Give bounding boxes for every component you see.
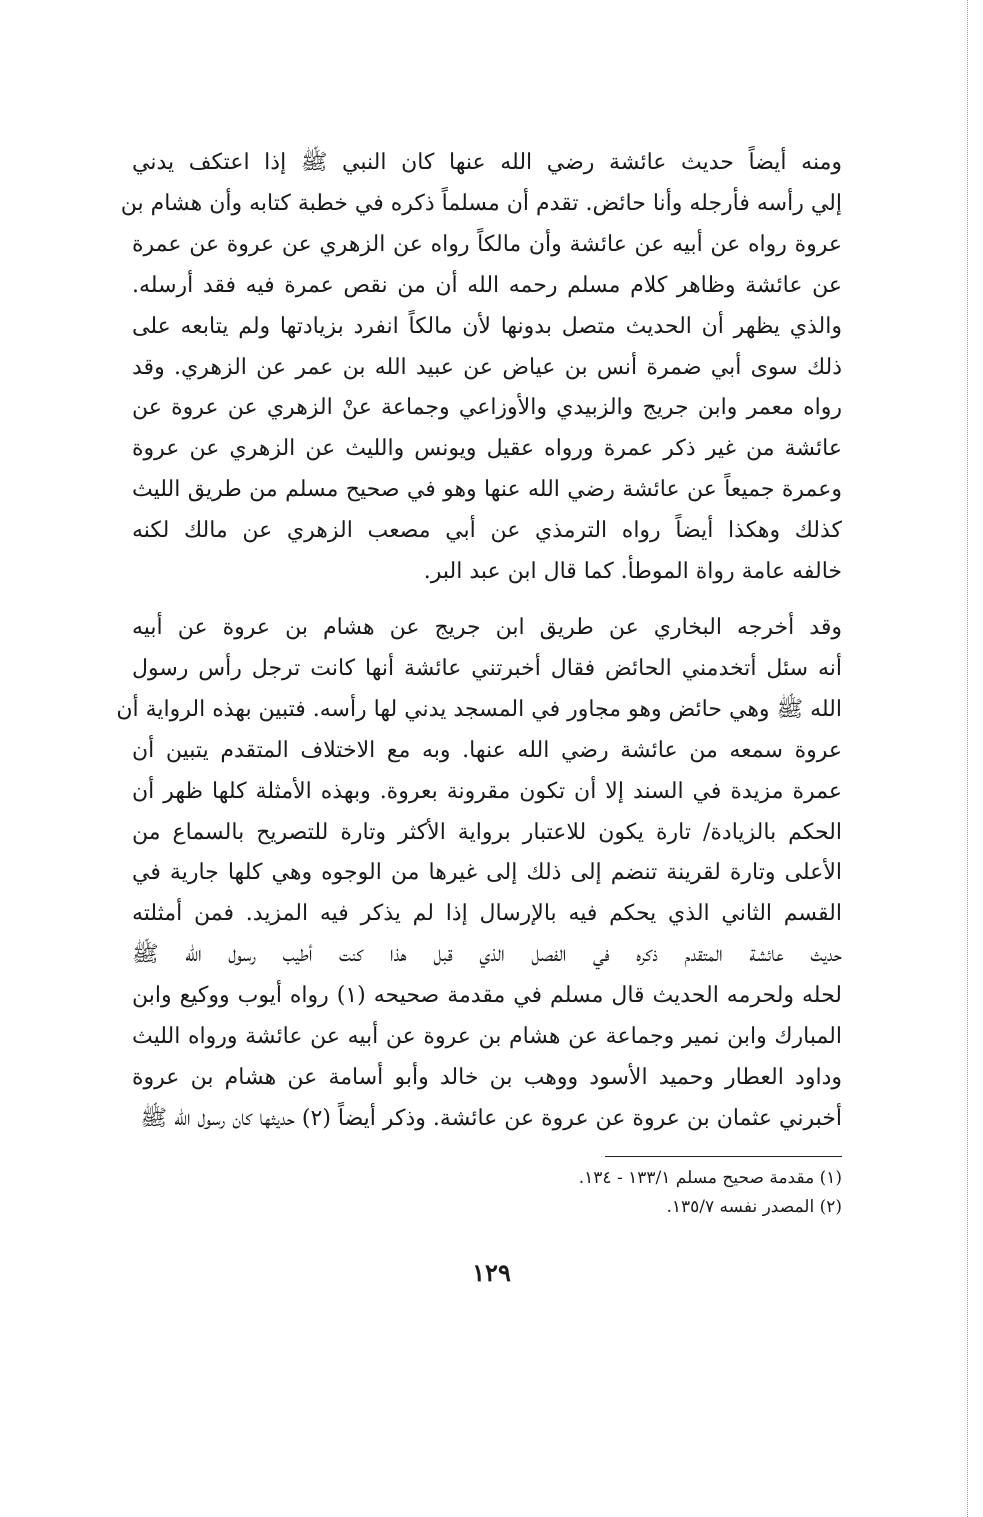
- text-line: رواه معمر وابن جريج والزبيدي والأوزاعي وجماعة عنْ الزهري عن عروة عن: [132, 395, 842, 421]
- footnote-2: (٢) المصدر نفسه ١٣٥/٧.: [666, 1197, 842, 1217]
- footnote-1: (١) مقدمة صحيح مسلم ١٣٣/١ - ١٣٤.: [578, 1168, 842, 1188]
- text-line: عمرة مزيدة في السند إلا أن تكون مقرونة بعروة. وبهذه الأمثلة كلها ظهر أن: [132, 778, 842, 804]
- text-line: كذلك وهكذا أيضاً رواه الترمذي عن أبي مصعب الزهري عن مالك لكنه: [132, 518, 842, 544]
- text-line: وعمرة جميعاً عن عائشة رضي الله عنها وهو في صحيح مسلم من طريق الليث: [132, 477, 842, 503]
- text-line: عن عائشة وظاهر كلام مسلم رحمه الله أن من نقص عمرة فيه فقد أرسله.: [132, 272, 842, 298]
- text-line: المبارك وابن نمير وجماعة عن هشام بن عروة عن أبيه عن عائشة ورواه الليث: [132, 1024, 842, 1050]
- text-line: الحكم بالزيادة/ تارة يكون للاعتبار برواية الأكثر وتارة للتصريح بالسماع من: [132, 819, 842, 845]
- paragraph-2: [116, 608, 842, 1140]
- text-line: أنه سئل أتخدمني الحائض فقال أخبرتني عائشة أنها كانت ترجل رأس رسول: [132, 655, 842, 681]
- paragraph-1: [120, 143, 842, 593]
- text-line: وداود العطار وحميد الأسود ووهب بن خالد وأبو أسامة عن هشام بن عروة: [132, 1064, 842, 1090]
- text-line: والذي يظهر أن الحديث متصل بدونها لأن مالكاً انفرد بزيادتها ولم يتابعه على: [132, 313, 842, 339]
- text-line: وقد أخرجه البخاري عن طريق ابن جريج عن هشام بن عروة عن أبيه: [132, 615, 842, 640]
- text-line: الله ﷺ وهي حائض وهو مجاور في المسجد يدني لها رأسه. فتبين بهذه الرواية أن: [116, 696, 842, 722]
- text-line: الأعلى وتارة لقرينة تنضم إلى ذلك إلى غيرها من الوجوه وهي كلها جارية في: [132, 860, 842, 886]
- text-line: إلي رأسه فأرجله وأنا حائض. تقدم أن مسلماً ذكره في خطبة كتابه وأن هشام بن: [120, 190, 842, 216]
- text-line: عروة رواه عن أبيه عن عائشة وأن مالكاً رواه عن الزهري عن عروة عن عمرة: [132, 231, 842, 257]
- text-line: عروة سمعه من عائشة رضي الله عنها. وبه مع الاختلاف المتقدم يتبين أن: [132, 737, 842, 763]
- text-line: أخبرني عثمان بن عروة عن عروة عن عائشة. وذكر أيضاً (٢) حديثها كان رسول الله ﷺ: [140, 1105, 842, 1131]
- text-line: ذلك سوى أبي ضمرة أنس بن عياض عن عبيد الله بن عمر عن الزهري. وقد: [132, 354, 842, 380]
- text-line: لحله ولحرمه الحديث قال مسلم في مقدمة صحيحه (١) رواه أيوب ووكيع وابن: [132, 983, 842, 1009]
- text-line: حديث عائشة المتقدم ذكره في الفصل الذي قبل هذا كنت أطيب رسول الله ﷺ: [132, 942, 842, 968]
- text-line: ومنه أيضاً حديث عائشة رضي الله عنها كان النبي ﷺ إذا اعتكف يدني: [132, 150, 842, 175]
- footnotes: [400, 1164, 842, 1222]
- text-line: عائشة من غير ذكر عمرة ورواه عقيل ويونس والليث عن الزهري عن عروة: [132, 436, 842, 462]
- footnote-separator: [605, 1156, 842, 1157]
- scan-edge-line: [967, 0, 968, 1517]
- text-line: القسم الثاني الذي يحكم فيه بالإرسال إذا لم يذكر فيه المزيد. فمن أمثلته: [132, 901, 842, 927]
- text-line: خالفه عامة رواة الموطأ. كما قال ابن عبد البر.: [423, 559, 842, 585]
- page-number: ١٢٩: [472, 1258, 511, 1287]
